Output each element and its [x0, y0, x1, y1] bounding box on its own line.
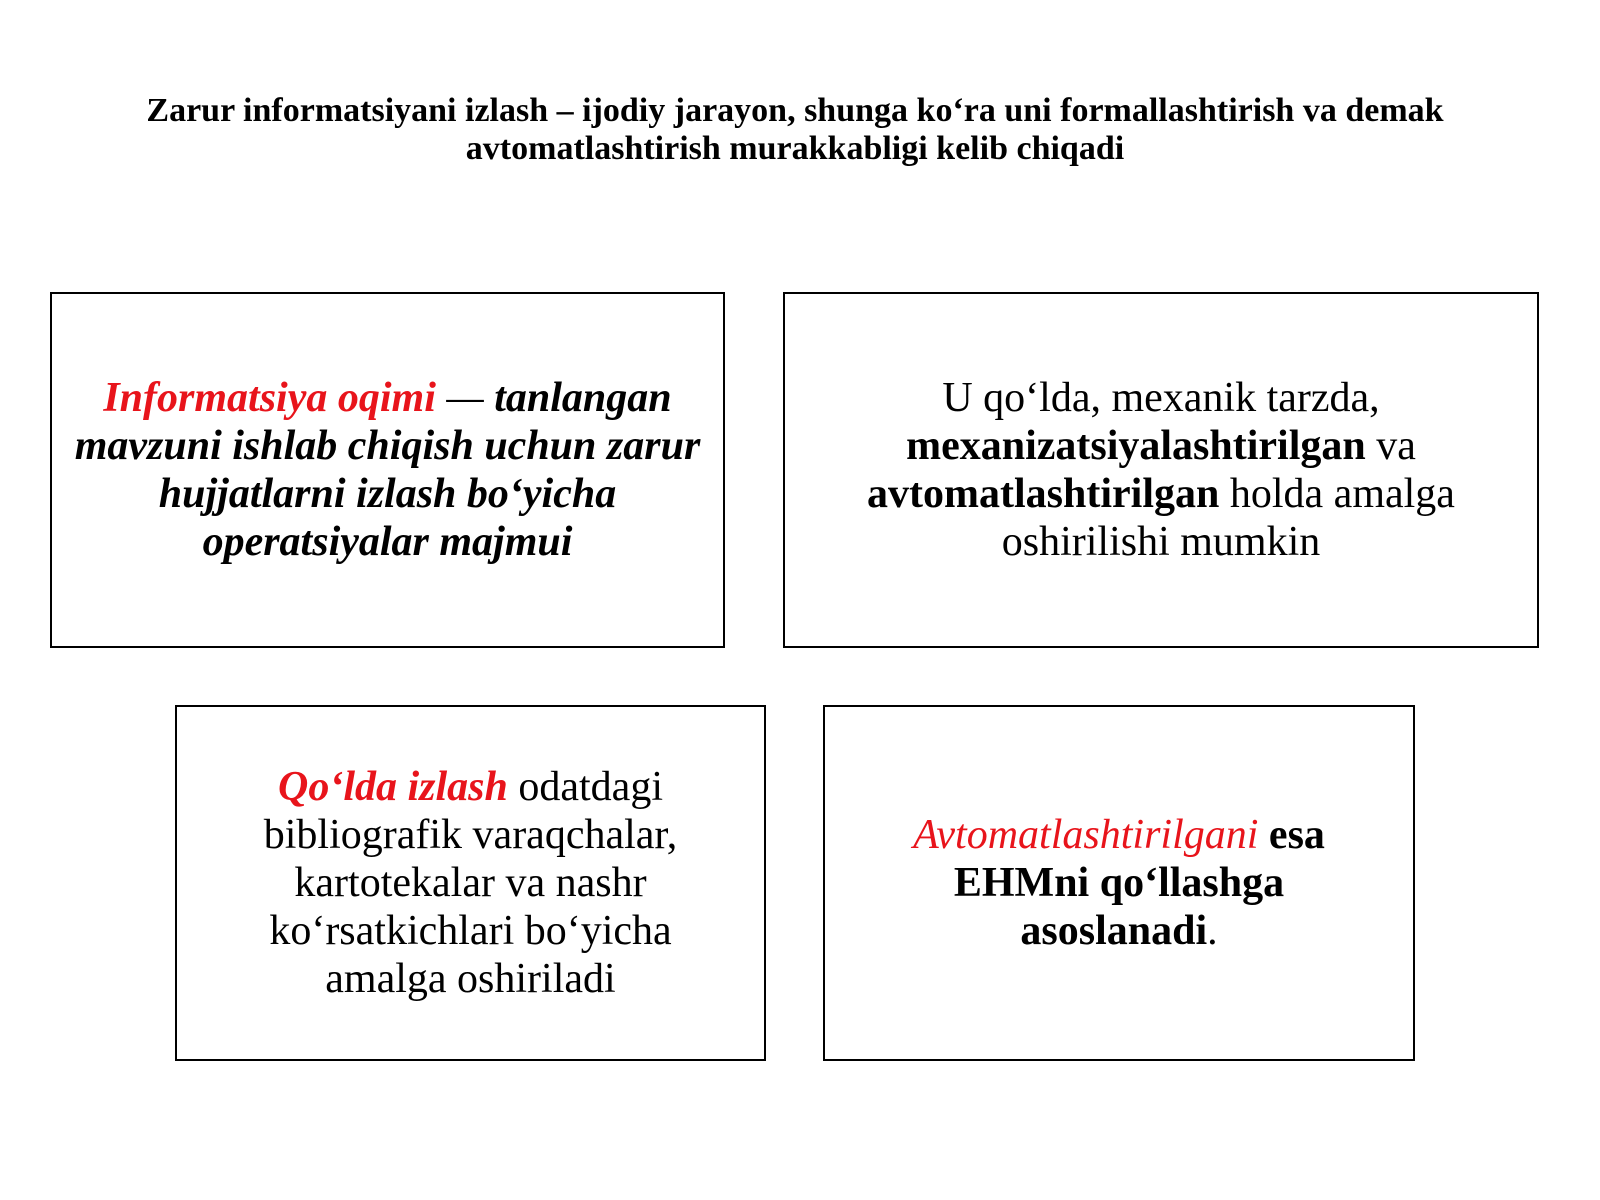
manual-search-box [175, 705, 766, 1061]
manual-search-term: Qo‘lda izlash [278, 764, 508, 810]
methods-text [811, 374, 1511, 566]
slide-title-line-2: avtomatlashtirish murakkabligi kelib chiqadi [465, 130, 1125, 167]
automated-search-term: Avtomatlashtirilgani [913, 812, 1259, 858]
definition-term: Informatsiya oqimi [103, 375, 436, 421]
methods-automated: avtomatlashtirilgan [867, 471, 1220, 517]
automated-search-box [823, 705, 1415, 1061]
methods-text-3: holda amalga oshirilishi mumkin [1001, 471, 1455, 565]
definition-dash: — [435, 375, 495, 421]
manual-search-body: odatdagi bibliografik varaqchalar, kartotekalar va nashr ko‘rsatkichlari bo‘yicha amalga oshiriladi [263, 764, 678, 1002]
methods-text-1: U qo‘lda, mexanik tarzda, [942, 375, 1380, 421]
automated-search-text [859, 811, 1379, 955]
slide-title [80, 92, 1510, 168]
automated-search-period: . [1207, 908, 1218, 954]
automated-search-body: esa EHMni qo‘llashga asoslanadi [953, 812, 1325, 954]
methods-mechanized: mexanizatsiyalashtirilgan [906, 423, 1366, 469]
manual-search-text [211, 763, 731, 1003]
definition-box [50, 292, 725, 648]
methods-text-2: va [1365, 423, 1416, 469]
methods-box [783, 292, 1539, 648]
definition-text [73, 374, 703, 566]
definition-body: tanlangan mavzuni ishlab chiqish uchun zarur hujjatlarni izlash bo‘yicha operatsiyalar majmui [74, 375, 701, 565]
slide-title-line-1: Zarur informatsiyani izlash – ijodiy jarayon, shunga ko‘ra uni formallashtirish va demak [146, 92, 1444, 129]
